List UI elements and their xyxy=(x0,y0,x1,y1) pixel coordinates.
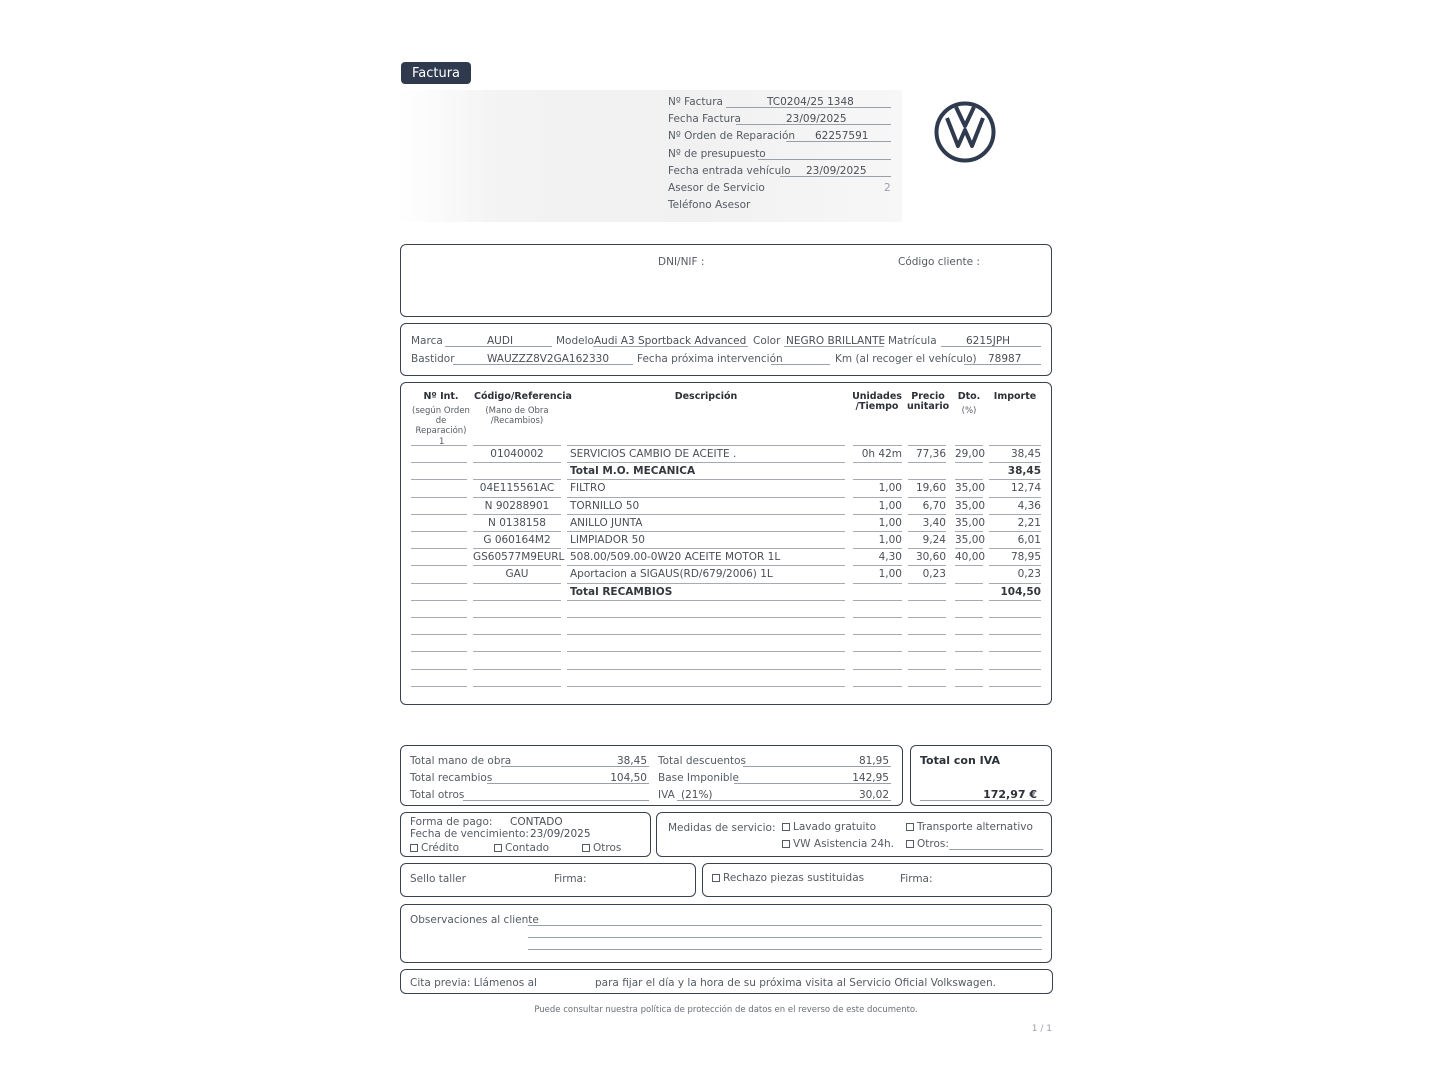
observations-label: Observaciones al cliente xyxy=(410,914,539,926)
col-header-nint: Nº Int. xyxy=(423,391,459,402)
option-credito[interactable] xyxy=(410,842,459,854)
cell-dto: 35,00 xyxy=(955,534,986,546)
field-label: Fecha Factura xyxy=(668,113,741,125)
option-contado[interactable] xyxy=(494,842,549,854)
cell-codigo: GS60577M9EURL xyxy=(473,551,565,564)
service-measures-label: Medidas de servicio: xyxy=(668,822,776,834)
signature-label: Firma: xyxy=(554,873,587,885)
cell-unidades: 4,30 xyxy=(878,551,902,564)
cell-dto: 40,00 xyxy=(955,551,986,564)
col-header-dto: Dto. xyxy=(957,391,981,402)
cell-descripcion: ANILLO JUNTA xyxy=(570,516,643,529)
cell-codigo: 04E115561AC xyxy=(479,482,555,495)
row-rule xyxy=(908,617,946,618)
payment-method-label: Forma de pago: xyxy=(410,816,493,828)
row-rule xyxy=(989,617,1041,618)
option-otros-label: Otros xyxy=(593,842,622,854)
totals-box xyxy=(400,745,903,806)
option-lavado-label: Lavado gratuito xyxy=(793,821,877,833)
option-rechazo-label: Rechazo piezas sustituidas xyxy=(723,872,865,884)
row-rule xyxy=(989,548,1041,549)
km-label: Km (al recoger el vehículo) xyxy=(835,353,977,365)
row-rule xyxy=(473,600,561,601)
row-rule xyxy=(955,497,983,498)
row-rule xyxy=(989,479,1041,480)
vehicle-brand: AUDI xyxy=(487,335,514,347)
row-rule xyxy=(411,462,467,463)
cell-unidades: 0h 42m xyxy=(861,448,902,460)
cell-unidades xyxy=(853,464,902,478)
next-intervention-label: Fecha próxima intervención xyxy=(637,353,783,365)
row-rule xyxy=(411,669,467,670)
cell-dto: 35,00 xyxy=(955,499,986,512)
row-rule xyxy=(473,634,561,635)
col-subheader-codigo: (Mano de Obra /Recambios) xyxy=(485,406,549,426)
row-rule xyxy=(908,583,946,584)
total-discounts-label: Total descuentos xyxy=(658,755,747,767)
cell-importe: 2,21 xyxy=(1017,516,1041,529)
workshop-signature-box xyxy=(400,863,696,897)
field-label: Teléfono Asesor xyxy=(668,199,751,211)
row-rule xyxy=(989,565,1041,566)
row-rule xyxy=(955,479,983,480)
row-rule xyxy=(567,445,845,446)
row-rule xyxy=(473,583,561,584)
matricula-label: Matrícula xyxy=(888,335,937,347)
row-rule xyxy=(989,651,1041,652)
row-rule xyxy=(411,514,467,515)
vehicle-model: Audi A3 Sportback Advanced xyxy=(594,335,747,347)
row-rule xyxy=(989,583,1041,584)
cell-codigo: GAU xyxy=(505,568,529,581)
repair-order-line: 1 xyxy=(439,437,445,447)
vehicle-km: 78987 xyxy=(988,353,1022,365)
vehicle-box xyxy=(400,323,1052,376)
appointment-box xyxy=(400,969,1053,994)
row-rule xyxy=(908,600,946,601)
row-rule xyxy=(567,634,845,635)
field-label: Fecha entrada vehículo xyxy=(668,165,791,177)
row-rule xyxy=(989,686,1041,687)
row-rule xyxy=(955,565,983,566)
cell-dto: 29,00 xyxy=(955,448,986,460)
tax-base-value: 142,95 xyxy=(852,772,889,784)
row-rule xyxy=(567,462,845,463)
row-rule xyxy=(853,479,902,480)
row-rule xyxy=(955,531,983,532)
vehicle-entry-date: 23/09/2025 xyxy=(806,165,867,177)
row-rule xyxy=(411,634,467,635)
items-table xyxy=(400,382,1052,705)
checkbox-icon xyxy=(410,844,418,852)
cell-descripcion: Total RECAMBIOS xyxy=(570,585,673,598)
row-rule xyxy=(411,617,467,618)
option-otros[interactable] xyxy=(582,842,621,854)
checkbox-icon xyxy=(906,823,914,831)
cell-unidades xyxy=(853,585,902,599)
option-contado-label: Contado xyxy=(505,842,550,854)
observations-box xyxy=(400,904,1052,963)
row-rule xyxy=(567,548,845,549)
cell-dto xyxy=(955,585,983,599)
row-rule xyxy=(853,514,902,515)
cell-codigo xyxy=(473,464,561,478)
row-rule xyxy=(411,531,467,532)
grand-total-label: Total con IVA xyxy=(920,754,1000,767)
row-rule xyxy=(853,651,902,652)
field-label: Nº Orden de Reparación xyxy=(668,130,796,142)
tax-base-label: Base Imponible xyxy=(658,772,739,784)
checkbox-icon xyxy=(494,844,502,852)
col-header-descripcion: Descripción xyxy=(674,391,738,402)
row-rule xyxy=(567,583,845,584)
checkbox-icon xyxy=(582,844,590,852)
row-rule xyxy=(853,617,902,618)
cell-precio: 9,24 xyxy=(922,534,946,546)
row-rule xyxy=(567,669,845,670)
row-rule xyxy=(853,634,902,635)
col-subheader-dto: (%) xyxy=(961,406,977,416)
row-rule xyxy=(411,445,467,446)
checkbox-icon xyxy=(782,840,790,848)
row-rule xyxy=(989,634,1041,635)
option-otros-service-label: Otros: xyxy=(917,838,949,850)
row-rule xyxy=(853,548,902,549)
col-header-importe: Importe xyxy=(993,391,1037,402)
client-box xyxy=(400,244,1052,317)
cell-precio: 19,60 xyxy=(915,482,946,495)
row-rule xyxy=(989,669,1041,670)
field-label: Nº Factura xyxy=(668,96,723,108)
row-rule xyxy=(908,497,946,498)
row-rule xyxy=(473,479,561,480)
row-rule xyxy=(853,583,902,584)
cell-codigo: 01040002 xyxy=(490,448,544,460)
cell-descripcion: TORNILLO 50 xyxy=(570,499,640,512)
row-rule xyxy=(908,634,946,635)
row-rule xyxy=(989,497,1041,498)
row-rule xyxy=(908,548,946,549)
cell-importe: 38,45 xyxy=(1007,465,1041,478)
row-rule xyxy=(989,600,1041,601)
cell-descripcion: 508.00/509.00-0W20 ACEITE MOTOR 1L xyxy=(570,551,781,564)
total-labor-value: 38,45 xyxy=(616,755,647,767)
due-date-label: Fecha de vencimiento: xyxy=(410,828,529,840)
vw-logo xyxy=(934,101,996,163)
payment-box xyxy=(400,812,651,857)
service-advisor: 2 xyxy=(884,182,891,194)
row-rule xyxy=(955,600,983,601)
cell-precio: 6,70 xyxy=(922,499,946,512)
appointment-text-right: para fijar el día y la hora de su próxima visita al Servicio Oficial Volkswagen. xyxy=(595,977,996,989)
cell-codigo: N 0138158 xyxy=(488,516,546,529)
row-rule xyxy=(955,583,983,584)
option-transporte-label: Transporte alternativo xyxy=(917,821,1033,833)
row-rule xyxy=(853,531,902,532)
row-rule xyxy=(955,514,983,515)
cell-unidades: 1,00 xyxy=(878,499,902,512)
row-rule xyxy=(853,565,902,566)
invoice-number: TC0204/25 1348 xyxy=(767,96,854,108)
marca-label: Marca xyxy=(411,335,443,347)
cell-unidades: 1,00 xyxy=(878,568,902,581)
cell-precio: 30,60 xyxy=(915,551,946,564)
cell-importe: 12,74 xyxy=(1010,482,1041,495)
row-rule xyxy=(955,634,983,635)
due-date-value: 23/09/2025 xyxy=(530,828,591,840)
row-rule xyxy=(908,651,946,652)
cell-dto xyxy=(955,567,983,581)
cell-precio: 3,40 xyxy=(922,516,946,529)
row-rule xyxy=(473,651,561,652)
client-code-label: Código cliente : xyxy=(898,256,980,268)
vehicle-vin: WAUZZZ8V2GA162330 xyxy=(487,353,610,365)
total-other-label: Total otros xyxy=(410,789,465,801)
cell-importe: 4,36 xyxy=(1017,499,1041,512)
cell-importe: 0,23 xyxy=(1017,568,1041,581)
cell-codigo: G 060164M2 xyxy=(483,534,551,546)
row-rule xyxy=(473,548,561,549)
row-rule xyxy=(955,651,983,652)
row-rule xyxy=(473,686,561,687)
total-discounts-value: 81,95 xyxy=(858,755,889,767)
vehicle-color: NEGRO BRILLANTE xyxy=(786,335,886,347)
workshop-stamp-label: Sello taller xyxy=(410,873,466,885)
row-rule xyxy=(411,651,467,652)
row-rule xyxy=(908,445,946,446)
col-header-precio: Precio unitario xyxy=(907,391,950,412)
cell-precio: 0,23 xyxy=(922,568,946,581)
total-labor-label: Total mano de obra xyxy=(410,755,512,767)
row-rule xyxy=(908,479,946,480)
option-asistencia[interactable] xyxy=(782,838,894,850)
cell-dto xyxy=(955,464,983,478)
total-parts-value: 104,50 xyxy=(610,772,647,784)
row-rule xyxy=(955,617,983,618)
vehicle-plate: 6215JPH xyxy=(966,335,1011,347)
option-rechazo[interactable] xyxy=(712,872,864,884)
row-rule xyxy=(473,669,561,670)
row-rule xyxy=(989,514,1041,515)
cell-dto: 35,00 xyxy=(955,516,986,529)
cell-precio xyxy=(908,585,946,599)
checkbox-icon xyxy=(906,840,914,848)
row-rule xyxy=(411,548,467,549)
option-transporte[interactable] xyxy=(906,821,1033,833)
modelo-label: Modelo xyxy=(556,335,594,347)
row-rule xyxy=(853,445,902,446)
privacy-note: Puede consultar nuestra política de protección de datos en el reverso de este documento. xyxy=(534,1005,918,1015)
cell-importe: 6,01 xyxy=(1017,534,1041,546)
row-rule xyxy=(853,686,902,687)
checkbox-icon xyxy=(712,874,720,882)
header-shaded-area xyxy=(397,90,902,222)
row-rule xyxy=(473,497,561,498)
row-rule xyxy=(908,514,946,515)
row-rule xyxy=(908,686,946,687)
cell-descripcion: FILTRO xyxy=(570,482,606,495)
cell-descripcion: Aportacion a SIGAUS(RD/679/2006) 1L xyxy=(570,568,773,581)
row-rule xyxy=(567,617,845,618)
row-rule xyxy=(473,617,561,618)
cell-codigo xyxy=(473,585,561,599)
row-rule xyxy=(567,497,845,498)
vat-value: 30,02 xyxy=(858,789,889,801)
cell-unidades: 1,00 xyxy=(878,482,902,495)
row-rule xyxy=(411,686,467,687)
row-rule xyxy=(853,497,902,498)
cell-precio: 77,36 xyxy=(915,448,946,460)
row-rule xyxy=(567,686,845,687)
option-otros-service[interactable] xyxy=(906,838,949,850)
cell-unidades: 1,00 xyxy=(878,534,902,546)
repair-order-number: 62257591 xyxy=(815,130,869,142)
row-rule xyxy=(567,651,845,652)
cell-descripcion: Total M.O. MECANICA xyxy=(570,465,696,478)
row-rule xyxy=(989,445,1041,446)
dni-label: DNI/NIF : xyxy=(658,256,705,268)
row-rule xyxy=(473,514,561,515)
cell-descripcion: SERVICIOS CAMBIO DE ACEITE . xyxy=(570,448,737,460)
cell-descripcion: LIMPIADOR 50 xyxy=(570,534,645,546)
row-rule xyxy=(411,497,467,498)
col-subheader-nint: (según Orden de Reparación) xyxy=(412,406,470,436)
row-rule xyxy=(411,565,467,566)
grand-total-box xyxy=(910,745,1052,806)
invoice-title: Factura xyxy=(411,66,461,81)
option-asistencia-label: VW Asistencia 24h. xyxy=(793,838,894,850)
row-rule xyxy=(473,445,561,446)
row-rule xyxy=(567,600,845,601)
row-rule xyxy=(955,686,983,687)
cell-importe: 78,95 xyxy=(1010,551,1041,564)
color-label: Color xyxy=(753,335,781,347)
invoice-date: 23/09/2025 xyxy=(786,113,847,125)
row-rule xyxy=(473,462,561,463)
cell-dto: 35,00 xyxy=(955,482,986,495)
row-rule xyxy=(955,548,983,549)
row-rule xyxy=(955,669,983,670)
row-rule xyxy=(567,514,845,515)
row-rule xyxy=(411,583,467,584)
col-header-codigo: Código/Referencia xyxy=(474,391,572,402)
row-rule xyxy=(908,531,946,532)
signature-label: Firma: xyxy=(900,873,933,885)
row-rule xyxy=(473,531,561,532)
vat-label: IVA xyxy=(658,789,675,801)
row-rule xyxy=(853,462,902,463)
row-rule xyxy=(567,479,845,480)
cell-importe: 104,50 xyxy=(1000,585,1041,598)
field-label: Nº de presupuesto xyxy=(668,148,766,160)
cell-codigo: N 90288901 xyxy=(484,499,550,512)
row-rule xyxy=(955,462,983,463)
field-label: Asesor de Servicio xyxy=(668,182,765,194)
checkbox-icon xyxy=(782,823,790,831)
row-rule xyxy=(908,565,946,566)
option-credito-label: Crédito xyxy=(421,842,460,854)
total-parts-label: Total recambios xyxy=(410,772,493,784)
parts-rejection-box xyxy=(702,863,1052,897)
row-rule xyxy=(853,600,902,601)
vat-rate: (21%) xyxy=(681,789,713,801)
row-rule xyxy=(989,462,1041,463)
cell-unidades: 1,00 xyxy=(878,516,902,529)
col-header-unidades: Unidades /Tiempo xyxy=(852,391,902,412)
bastidor-label: Bastidor xyxy=(411,353,455,365)
row-rule xyxy=(989,531,1041,532)
invoice-title-tab xyxy=(401,62,471,84)
cell-importe: 38,45 xyxy=(1010,448,1041,460)
payment-method-value: CONTADO xyxy=(510,816,563,828)
option-lavado[interactable] xyxy=(782,821,876,833)
service-measures-box xyxy=(656,812,1052,857)
row-rule xyxy=(411,479,467,480)
row-rule xyxy=(567,531,845,532)
row-rule xyxy=(411,600,467,601)
row-rule xyxy=(473,565,561,566)
row-rule xyxy=(908,462,946,463)
cell-precio xyxy=(908,464,946,478)
row-rule xyxy=(567,565,845,566)
row-rule xyxy=(853,669,902,670)
row-rule xyxy=(908,669,946,670)
row-rule xyxy=(955,445,983,446)
page-number: 1 / 1 xyxy=(1031,1024,1052,1034)
appointment-text-left: Cita previa: Llámenos al xyxy=(410,977,537,989)
grand-total-value: 172,97 € xyxy=(983,788,1037,801)
